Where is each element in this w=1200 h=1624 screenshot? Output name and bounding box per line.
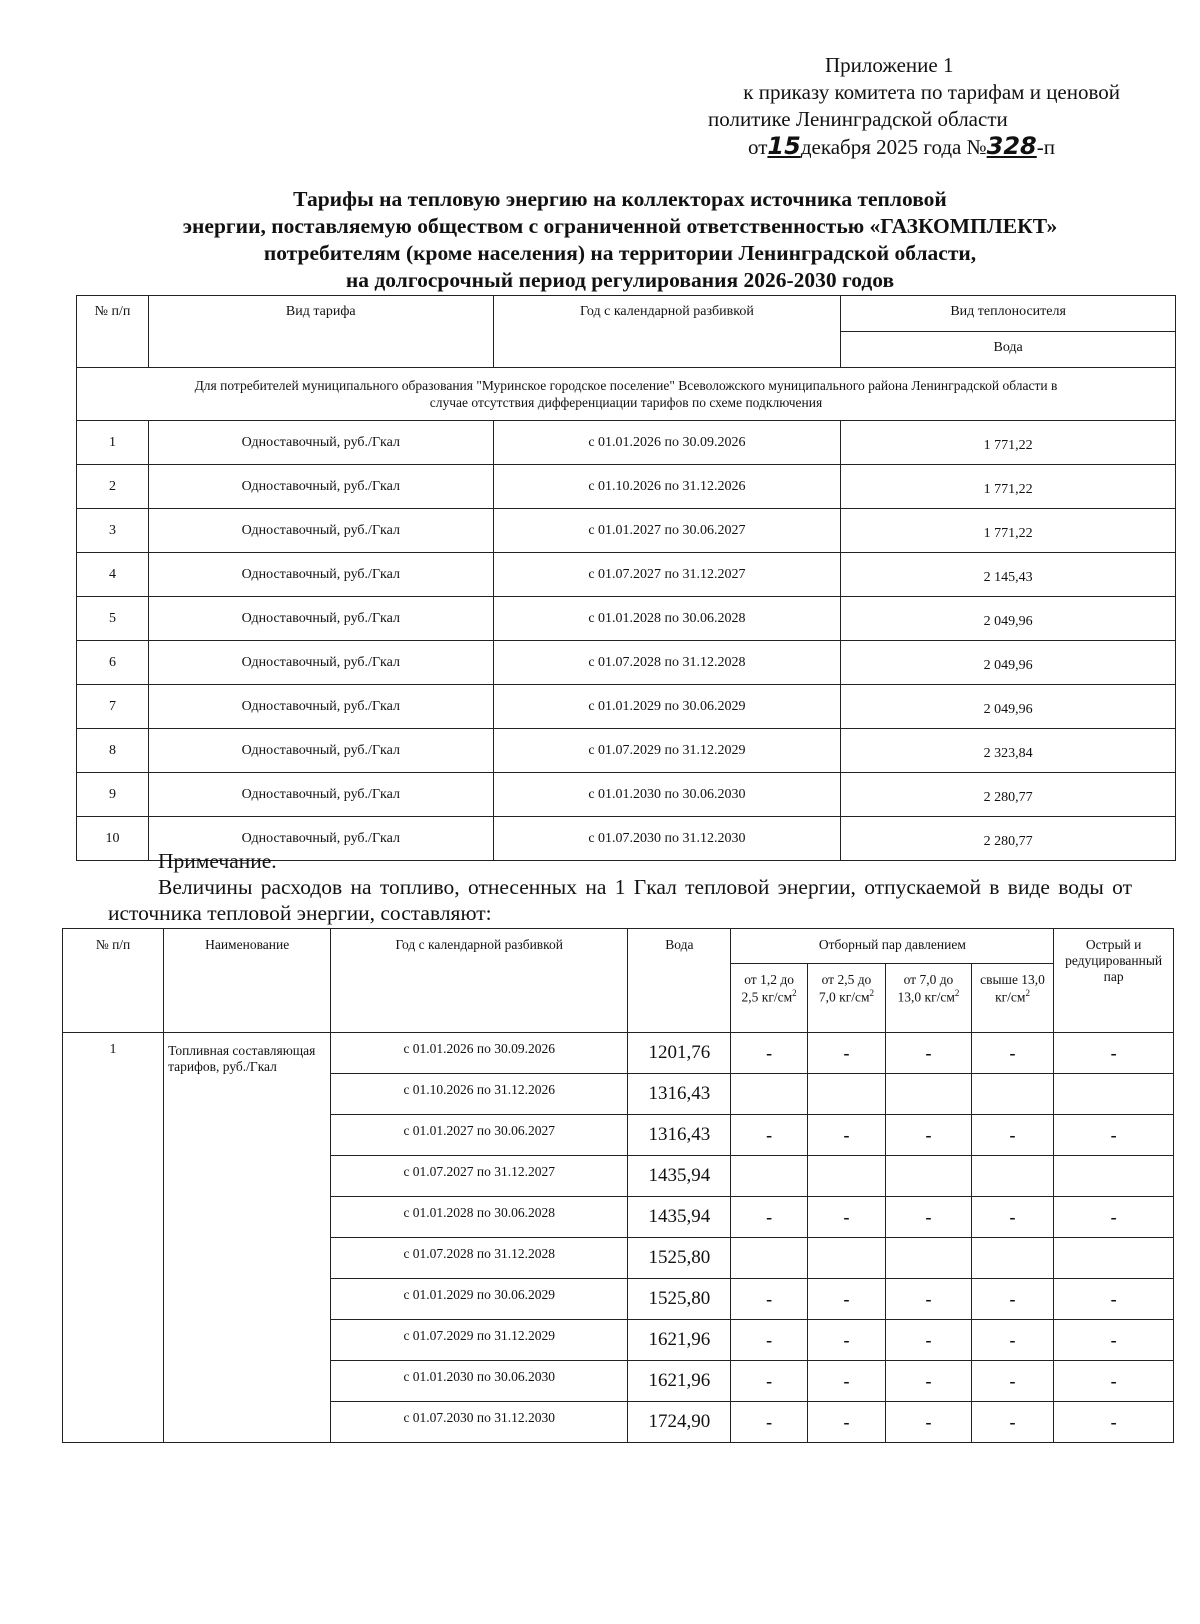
fuel-steam-cell <box>807 1238 885 1279</box>
fuel-row <box>63 1033 1174 1074</box>
row-tariff-type: Одноставочный, руб./Гкал <box>148 729 493 773</box>
row-num: 7 <box>77 685 149 729</box>
row-value: 1 771,22 <box>841 509 1176 553</box>
header-tariff-type: Вид тарифа <box>148 296 493 368</box>
row-period: с 01.01.2028 по 30.06.2028 <box>493 597 841 641</box>
row-tariff-type: Одноставочный, руб./Гкал <box>148 641 493 685</box>
title-line-3: потребителям (кроме населения) на территории Ленинградской области, <box>263 241 977 265</box>
row-num: 2 <box>77 465 149 509</box>
tariff-row <box>77 597 1176 641</box>
fuel-period: с 01.07.2028 по 31.12.2028 <box>331 1238 628 1279</box>
t2-header-steam: Отборный пар давлением <box>731 929 1054 964</box>
fuel-steam-cell: - <box>886 1279 972 1320</box>
title-line-2: энергии, поставляемую обществом с ограниченной ответственностью «ГАЗКОМПЛЕКТ» <box>182 214 1058 238</box>
row-value: 2 145,43 <box>841 553 1176 597</box>
tariff-row <box>77 729 1176 773</box>
appendix-line-3: политике Ленинградской области <box>708 107 1008 131</box>
row-tariff-type: Одноставочный, руб./Гкал <box>148 773 493 817</box>
fuel-steam-cell <box>971 1074 1054 1115</box>
fuel-steam-cell: - <box>807 1361 885 1402</box>
row-value: 2 280,77 <box>841 817 1176 861</box>
appendix-date-line <box>650 133 1120 161</box>
row-tariff-type: Одноставочный, руб./Гкал <box>148 553 493 597</box>
fuel-steam-cell: - <box>807 1402 885 1443</box>
tariff-table <box>76 295 1176 861</box>
t2-header-water: Вода <box>628 929 731 1033</box>
row-value: 2 049,96 <box>841 597 1176 641</box>
fuel-steam-cell <box>971 1238 1054 1279</box>
tariff-row <box>77 685 1176 729</box>
handwritten-number: 328 <box>986 132 1037 160</box>
fuel-steam-cell: - <box>886 1361 972 1402</box>
number-suffix: -п <box>1036 135 1055 159</box>
row-period: с 01.01.2030 по 30.06.2030 <box>493 773 841 817</box>
fuel-steam-cell <box>731 1156 807 1197</box>
row-period: с 01.07.2029 по 31.12.2029 <box>493 729 841 773</box>
fuel-steam-cell: - <box>971 1320 1054 1361</box>
fuel-steam-cell <box>886 1238 972 1279</box>
tariff-row <box>77 421 1176 465</box>
t2-header-sharp: Острый и редуцированный пар <box>1054 929 1174 1033</box>
fuel-steam-cell: - <box>1054 1033 1174 1074</box>
row-period: с 01.07.2030 по 31.12.2030 <box>493 817 841 861</box>
fuel-steam-cell <box>886 1074 972 1115</box>
row-tariff-type: Одноставочный, руб./Гкал <box>148 685 493 729</box>
fuel-cost-table <box>62 928 1174 1443</box>
fuel-steam-cell: - <box>1054 1361 1174 1402</box>
row-period: с 01.01.2029 по 30.06.2029 <box>493 685 841 729</box>
tariff-row <box>77 509 1176 553</box>
row-value: 2 280,77 <box>841 773 1176 817</box>
document-title <box>60 186 1180 294</box>
fuel-row-name: Топливная составляющая тарифов, руб./Гкал <box>164 1033 331 1443</box>
row-num: 5 <box>77 597 149 641</box>
fuel-water-value: 1435,94 <box>628 1197 731 1238</box>
row-num: 8 <box>77 729 149 773</box>
fuel-period: с 01.10.2026 по 31.12.2026 <box>331 1074 628 1115</box>
t2-header-num: № п/п <box>63 929 164 1033</box>
fuel-steam-cell: - <box>886 1320 972 1361</box>
fuel-period: с 01.07.2030 по 31.12.2030 <box>331 1402 628 1443</box>
title-line-1: Тарифы на тепловую энергию на коллекторах источника тепловой <box>293 187 947 211</box>
fuel-steam-cell <box>971 1156 1054 1197</box>
section-line-1: Для потребителей муниципального образования "Муринское городское поселение" Всеволожского муниципального района Ленинградской области в <box>194 378 1058 393</box>
row-period: с 01.07.2027 по 31.12.2027 <box>493 553 841 597</box>
fuel-water-value: 1621,96 <box>628 1361 731 1402</box>
t2-header-steam-2: от 2,5 до 7,0 $кг/см^2$ <box>807 964 885 1033</box>
fuel-steam-cell: - <box>731 1279 807 1320</box>
appendix-line-1: Приложение 1 <box>825 53 954 77</box>
handwritten-day: 15 <box>767 132 801 160</box>
t2-header-year: Год с календарной разбивкой <box>331 929 628 1033</box>
row-num: 4 <box>77 553 149 597</box>
fuel-steam-cell: - <box>886 1197 972 1238</box>
row-tariff-type: Одноставочный, руб./Гкал <box>148 509 493 553</box>
fuel-water-value: 1316,43 <box>628 1074 731 1115</box>
t2-header-name: Наименование <box>164 929 331 1033</box>
row-tariff-type: Одноставочный, руб./Гкал <box>148 817 493 861</box>
fuel-water-value: 1435,94 <box>628 1156 731 1197</box>
fuel-steam-cell: - <box>807 1033 885 1074</box>
tariff-row <box>77 553 1176 597</box>
fuel-period: с 01.01.2026 по 30.09.2026 <box>331 1033 628 1074</box>
fuel-steam-cell: - <box>971 1402 1054 1443</box>
row-value: 2 323,84 <box>841 729 1176 773</box>
fuel-steam-cell: - <box>1054 1402 1174 1443</box>
fuel-steam-cell: - <box>731 1320 807 1361</box>
fuel-row-num: 1 <box>63 1033 164 1443</box>
row-num: 10 <box>77 817 149 861</box>
fuel-steam-cell <box>1054 1156 1174 1197</box>
fuel-period: с 01.01.2028 по 30.06.2028 <box>331 1197 628 1238</box>
fuel-steam-cell: - <box>807 1279 885 1320</box>
date-prefix: от <box>748 135 768 159</box>
fuel-period: с 01.01.2030 по 30.06.2030 <box>331 1361 628 1402</box>
fuel-period: с 01.01.2027 по 30.06.2027 <box>331 1115 628 1156</box>
t2-header-steam-3: от 7,0 до 13,0 $кг/см^2$ <box>886 964 972 1033</box>
fuel-steam-cell: - <box>886 1115 972 1156</box>
fuel-period: с 01.07.2027 по 31.12.2027 <box>331 1156 628 1197</box>
fuel-steam-cell: - <box>731 1115 807 1156</box>
fuel-steam-cell: - <box>886 1402 972 1443</box>
fuel-steam-cell: - <box>971 1361 1054 1402</box>
fuel-steam-cell <box>807 1156 885 1197</box>
t2-header-steam-4: свыше 13,0 $кг/см^2$ <box>971 964 1054 1033</box>
fuel-steam-cell: - <box>731 1033 807 1074</box>
fuel-steam-cell: - <box>731 1197 807 1238</box>
row-tariff-type: Одноставочный, руб./Гкал <box>148 465 493 509</box>
fuel-steam-cell <box>807 1074 885 1115</box>
row-value: 2 049,96 <box>841 641 1176 685</box>
row-num: 3 <box>77 509 149 553</box>
fuel-steam-cell: - <box>1054 1115 1174 1156</box>
row-tariff-type: Одноставочный, руб./Гкал <box>148 421 493 465</box>
tariff-row <box>77 773 1176 817</box>
fuel-water-value: 1724,90 <box>628 1402 731 1443</box>
fuel-steam-cell: - <box>886 1033 972 1074</box>
row-period: с 01.10.2026 по 31.12.2026 <box>493 465 841 509</box>
section-row <box>77 368 1176 421</box>
row-period: с 01.07.2028 по 31.12.2028 <box>493 641 841 685</box>
header-carrier: Вид теплоносителя <box>841 296 1176 332</box>
fuel-water-value: 1316,43 <box>628 1115 731 1156</box>
t2-header-steam-1: от 1,2 до 2,5 $кг/см^2$ <box>731 964 807 1033</box>
fuel-period: с 01.01.2029 по 30.06.2029 <box>331 1279 628 1320</box>
fuel-steam-cell: - <box>731 1361 807 1402</box>
fuel-steam-cell: - <box>807 1197 885 1238</box>
header-num: № п/п <box>77 296 149 368</box>
row-value: 1 771,22 <box>841 421 1176 465</box>
row-period: с 01.01.2026 по 30.09.2026 <box>493 421 841 465</box>
row-value: 1 771,22 <box>841 465 1176 509</box>
appendix-line-2: к приказу комитета по тарифам и ценовой <box>743 80 1120 104</box>
note-text: Величины расходов на топливо, отнесенных на 1 Гкал тепловой энергии, отпускаемой в виде воды от источника тепловой энергии, составляют: <box>108 875 1132 925</box>
note-heading: Примечание. <box>158 849 277 873</box>
row-num: 9 <box>77 773 149 817</box>
row-num: 6 <box>77 641 149 685</box>
section-line-2: случае отсутствия дифференциации тарифов по схеме подключения <box>429 395 823 410</box>
row-tariff-type: Одноставочный, руб./Гкал <box>148 597 493 641</box>
fuel-steam-cell: - <box>971 1279 1054 1320</box>
fuel-water-value: 1201,76 <box>628 1033 731 1074</box>
header-year: Год с календарной разбивкой <box>493 296 841 368</box>
row-period: с 01.01.2027 по 30.06.2027 <box>493 509 841 553</box>
date-middle: декабря 2025 года № <box>800 135 987 159</box>
fuel-steam-cell: - <box>807 1320 885 1361</box>
tariff-row <box>77 641 1176 685</box>
row-num: 1 <box>77 421 149 465</box>
fuel-steam-cell <box>886 1156 972 1197</box>
appendix-header <box>650 52 1120 161</box>
fuel-steam-cell: - <box>1054 1197 1174 1238</box>
fuel-steam-cell: - <box>807 1115 885 1156</box>
fuel-period: с 01.07.2029 по 31.12.2029 <box>331 1320 628 1361</box>
fuel-steam-cell: - <box>971 1115 1054 1156</box>
title-line-4: на долгосрочный период регулирования 2026-2030 годов <box>345 268 895 292</box>
fuel-water-value: 1525,80 <box>628 1279 731 1320</box>
note-block <box>108 848 1132 926</box>
header-water: Вода <box>841 332 1176 368</box>
fuel-water-value: 1525,80 <box>628 1238 731 1279</box>
fuel-water-value: 1621,96 <box>628 1320 731 1361</box>
row-value: 2 049,96 <box>841 685 1176 729</box>
tariff-row <box>77 465 1176 509</box>
fuel-steam-cell <box>1054 1074 1174 1115</box>
fuel-steam-cell <box>731 1238 807 1279</box>
fuel-steam-cell: - <box>1054 1320 1174 1361</box>
fuel-steam-cell: - <box>1054 1279 1174 1320</box>
fuel-steam-cell <box>731 1074 807 1115</box>
fuel-steam-cell <box>1054 1238 1174 1279</box>
fuel-steam-cell: - <box>971 1033 1054 1074</box>
fuel-steam-cell: - <box>731 1402 807 1443</box>
fuel-steam-cell: - <box>971 1197 1054 1238</box>
